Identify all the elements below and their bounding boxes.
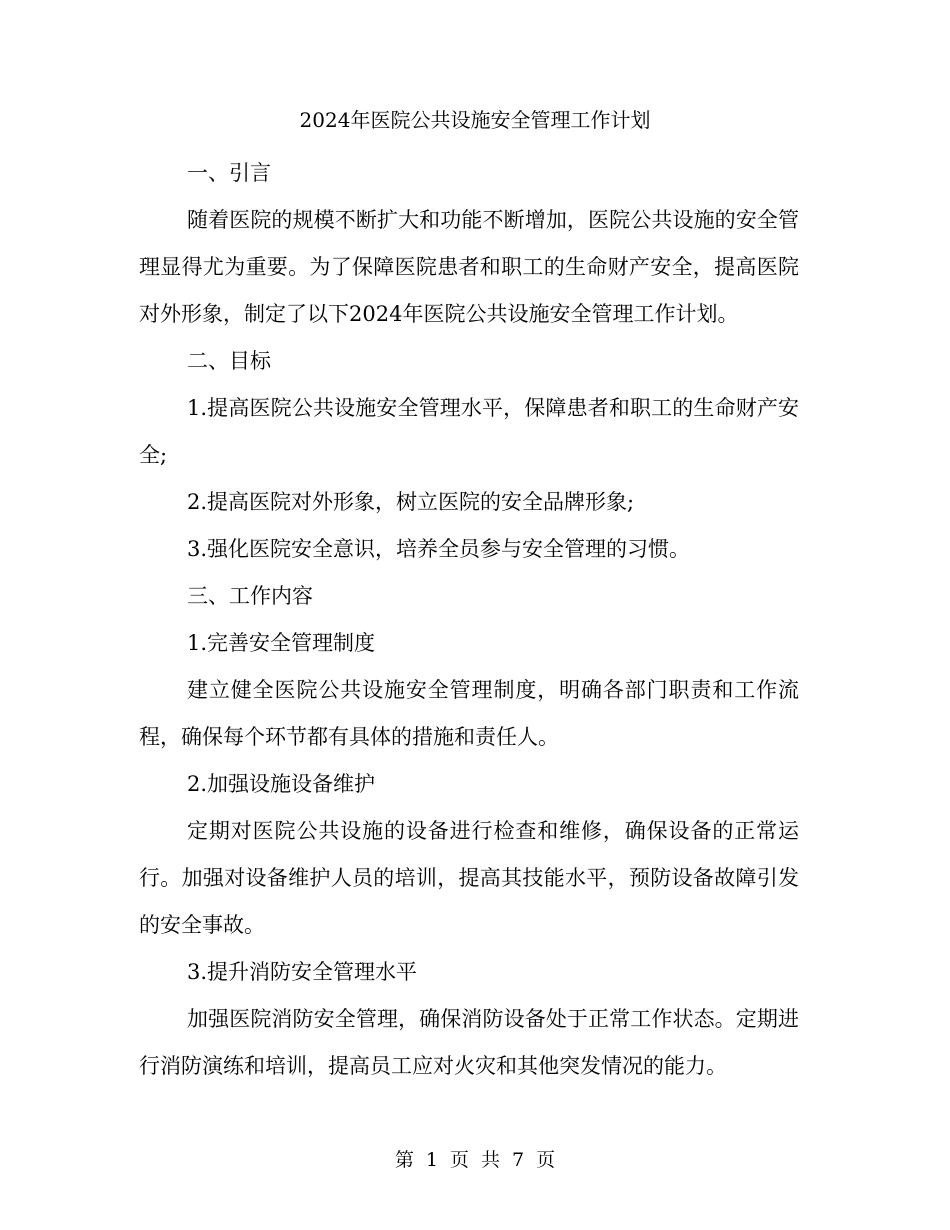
paragraph-fire-safety: 加强医院消防安全管理，确保消防设备处于正常工作状态。定期进行消防演练和培训，提高员工应对火灾和其他突发情况的能力。 [139, 1007, 799, 1078]
paragraph-maintenance: 定期对医院公共设施的设备进行检查和维修，确保设备的正常运行。加强对设备维护人员的培训，提高其技能水平，预防设备故障引发的安全事故。 [139, 819, 799, 937]
section-heading-goals: 二、目标 [187, 349, 271, 373]
section-heading-work: 三、工作内容 [187, 584, 313, 608]
subheading-maintenance: 2.加强设施设备维护 [187, 772, 376, 796]
paragraph-intro: 随着医院的规模不断扩大和功能不断增加，医院公共设施的安全管理显得尤为重要。为了保障医院患者和职工的生命财产安全，提高医院对外形象，制定了以下2024年医院公共设施安全管理工作计划。 [139, 208, 799, 326]
goal-item-2: 2.提高医院对外形象，树立医院的安全品牌形象; [187, 490, 635, 514]
document-title: 2024年医院公共设施安全管理工作计划 [299, 108, 651, 132]
subheading-fire-safety: 3.提升消防安全管理水平 [187, 960, 418, 984]
goal-item-1: 1.提高医院公共设施安全管理水平，保障患者和职工的生命财产安全; [139, 396, 799, 467]
subheading-system: 1.完善安全管理制度 [187, 631, 376, 655]
section-heading-intro: 一、引言 [187, 161, 271, 185]
document-body [139, 150, 799, 1090]
paragraph-system: 建立健全医院公共设施安全管理制度，明确各部门职责和工作流程，确保每个环节都有具体的措施和责任人。 [139, 678, 799, 749]
goal-item-3: 3.强化医院安全意识，培养全员参与安全管理的习惯。 [187, 537, 691, 561]
page-number-footer: 第 1 页 共 7 页 [394, 1149, 556, 1171]
